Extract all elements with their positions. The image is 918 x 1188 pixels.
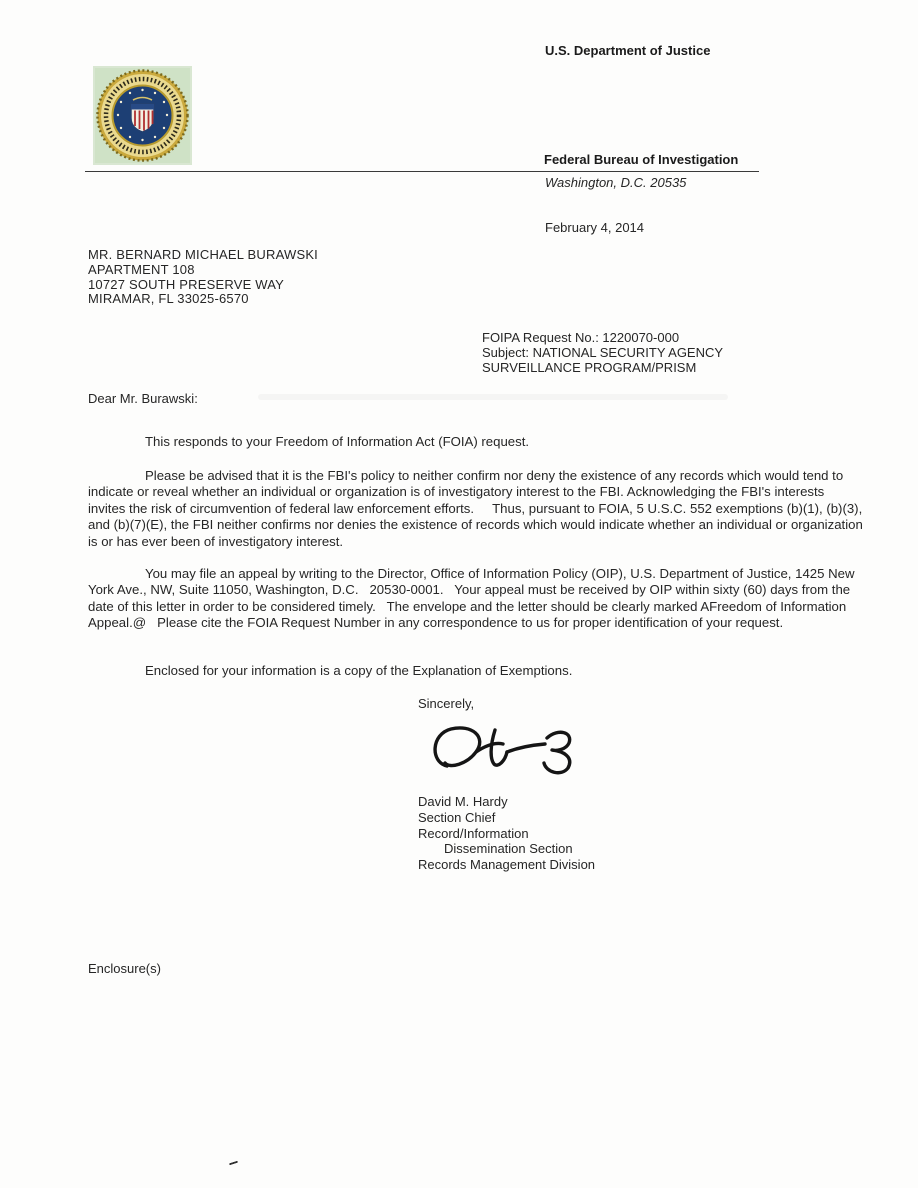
foipa-subject-line2: SURVEILLANCE PROGRAM/PRISM [482,360,697,376]
letter-date: February 4, 2014 [545,220,645,235]
body-paragraph-1: This responds to your Freedom of Information Act (FOIA) request. [145,434,530,449]
foipa-subject-line: Subject: NATIONAL SECURITY AGENCY [482,345,724,361]
signer-org-line: Dissemination Section [444,841,573,857]
bureau-title: Federal Bureau of Investigation [544,152,739,167]
signer-division: Records Management Division [418,857,596,873]
scan-speck [229,1161,238,1166]
signature [423,716,598,794]
signer-block [418,794,595,873]
recipient-line: MIRAMAR, FL 33025-6570 [88,291,249,307]
body-paragraph-3: You may file an appeal by writing to the Director, Office of Information Policy (OIP), U.S. Department of Justice, 1425 New York Ave., NW, Suite 11050, Washington, D.C. 20530-0001. Your appeal must be received by OIP within sixty (60) days from the date of this letter in order to be considered timely. The envelope and the letter should be clearly marked AFreedom of Information Appeal.@ Please cite the FOIA Request Number in any correspondence to us for proper identification of your request. [88,566,858,631]
scan-smudge [258,394,728,400]
bureau-address: Washington, D.C. 20535 [545,175,687,190]
foipa-reference-block [482,330,723,376]
salutation: Dear Mr. Burawski: [88,391,198,406]
signer-org-line: Record/Information [418,825,529,841]
letterhead-rule [85,171,759,172]
recipient-line: MR. BERNARD MICHAEL BURAWSKI [88,247,318,262]
signer-name: David M. Hardy [418,794,508,809]
signer-title: Section Chief [418,809,496,825]
closing-sincerely: Sincerely, [418,696,475,711]
recipient-address-block [88,248,318,307]
recipient-line: 10727 SOUTH PRESERVE WAY [88,276,285,292]
department-title: U.S. Department of Justice [545,43,711,58]
recipient-line: APARTMENT 108 [88,261,195,277]
fbi-seal-icon [93,66,192,165]
body-paragraph-4: Enclosed for your information is a copy of the Explanation of Exemptions. [145,663,573,678]
body-paragraph-2: Please be advised that it is the FBI's policy to neither confirm nor deny the existence of any records which would tend to indicate or reveal whether an individual or organization is of investigatory interest to the FBI. Acknowledging the FBI's interests invites the risk of circumvention of federal law enforcement efforts. Thus, pursuant to FOIA, 5 U.S.C. 552 exemptions (b)(1), (b)(3), and (b)(7)(E), the FBI neither confirms nor denies the existence of records which would indicate whether an individual or organization is or has ever been of investigatory interest. [88,468,867,549]
enclosure-note: Enclosure(s) [88,961,161,976]
foipa-request-number: FOIPA Request No.: 1220070-000 [482,330,680,345]
